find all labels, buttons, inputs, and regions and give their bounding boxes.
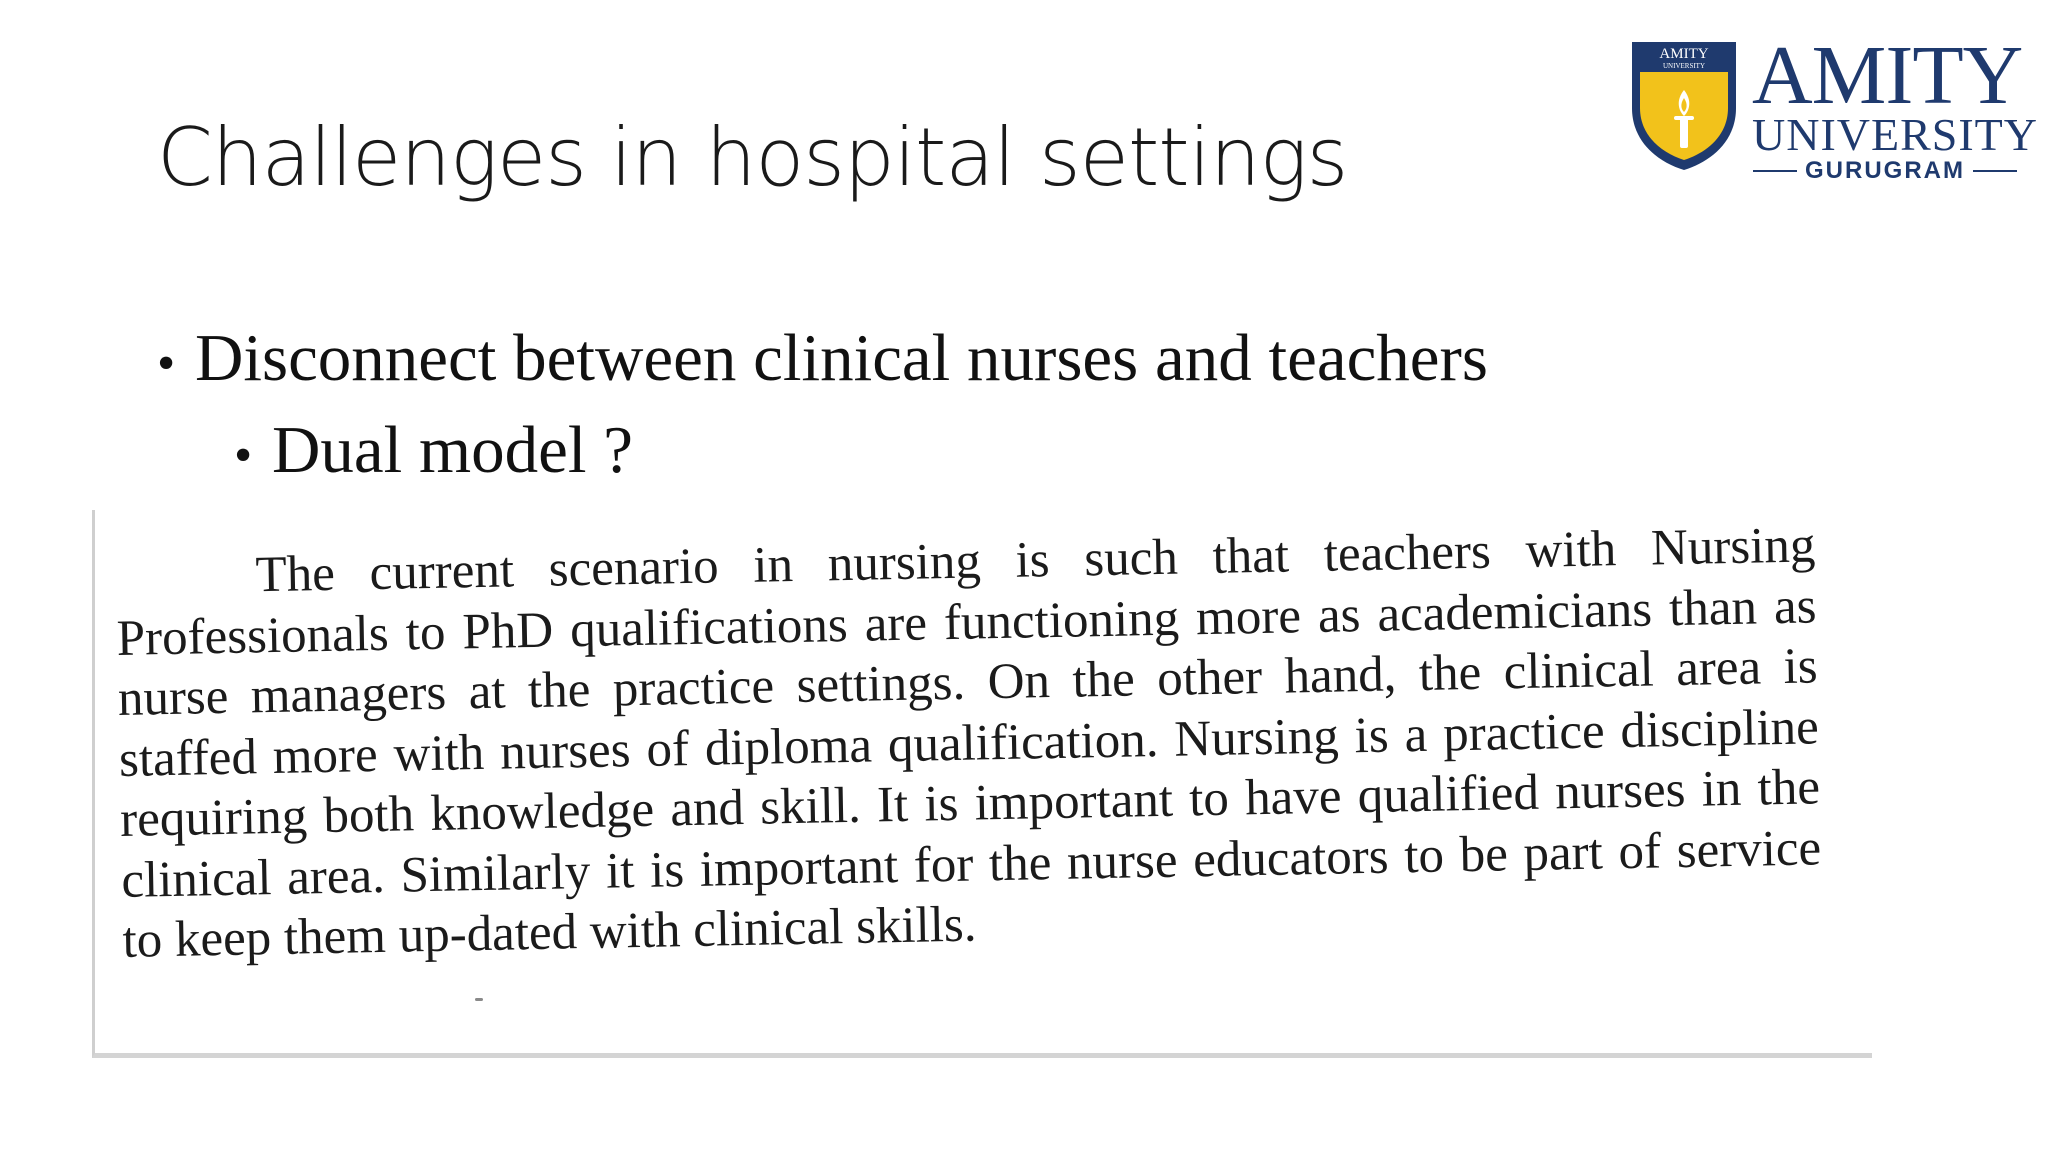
logo-campus-text: GURUGRAM: [1805, 157, 1965, 184]
logo-campus: [1752, 156, 2018, 186]
logo-subtitle: UNIVERSITY: [1752, 109, 2038, 160]
logo-name: AMITY: [1752, 29, 2023, 122]
bullet-item-level-2: [234, 410, 1488, 496]
bullet-text: Disconnect between clinical nurses and teachers: [195, 321, 1488, 395]
amity-university-logo: [1628, 29, 2038, 184]
bullet-item-level-1: [157, 318, 1488, 404]
logo-wordmark: [1752, 29, 2038, 186]
excerpt-paragraph: The current scenario in nursing is such that teachers with Nursing Professionals to PhD qualifications are functioning more as academicians than as nurse managers at the practice settings. On the other hand, the clinical area is staffed more with nurses of diploma qualification. Nursing is a practice discipline requiring both knowledge and skill. It is important to have qualified nurses in the clinical area. Similarly it is important for the nurse educators to be part of service to keep them up-dated with clinical skills.: [116, 517, 1822, 969]
scan-mark: [475, 998, 483, 1001]
logo-rule-right: [1973, 170, 2017, 172]
bullet-marker: •: [157, 335, 176, 392]
shield-emblem-icon: [1628, 38, 1740, 173]
bullet-marker: •: [234, 427, 253, 484]
bullet-text: Dual model ?: [272, 413, 633, 487]
scanned-text-excerpt: [92, 510, 1872, 1058]
slide-title: Challenges in hospital settings: [157, 111, 1348, 204]
shield-subtext: UNIVERSITY: [1663, 62, 1705, 70]
logo-rule-left: [1753, 170, 1797, 172]
bullet-list: [157, 318, 1488, 496]
shield-text: AMITY: [1659, 46, 1709, 62]
